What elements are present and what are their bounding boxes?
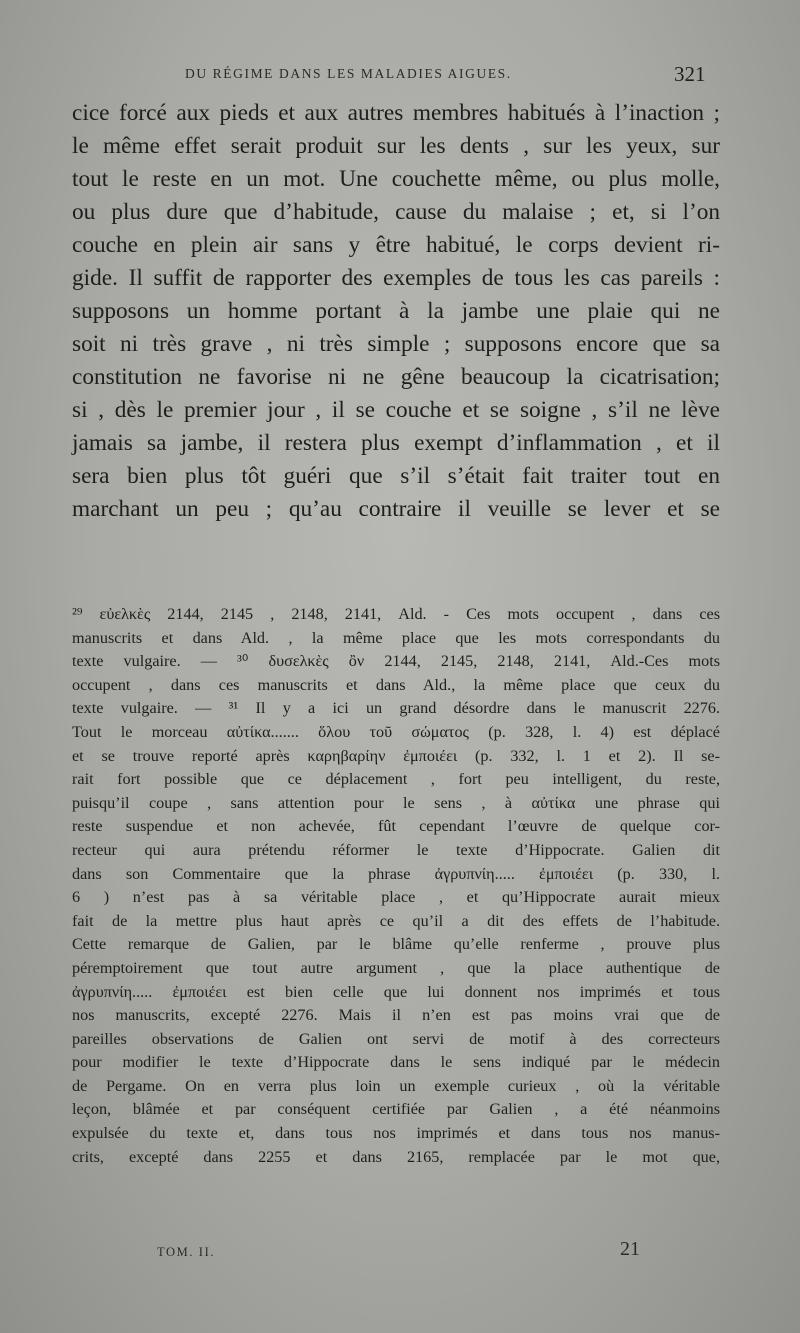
footnote-line: occupent , dans ces manuscrits et dans Ald., la même place que ceux du (72, 675, 720, 694)
footnote-line: reste suspendue et non achevée, fût cependant l’œuvre de quelque cor- (72, 817, 720, 836)
text-line: jamais sa jambe, il restera plus exempt d’inflammation , et il (72, 430, 720, 456)
footnote-line: de Pergame. On en verra plus loin un exemple curieux , où la véritable (72, 1076, 720, 1095)
text-line: soit ni très grave , ni très simple ; supposons encore que sa (72, 331, 720, 357)
footnote-line: ²⁹ εὐελκὲς 2144, 2145 , 2148, 2141, Ald. - Ces mots occupent , dans ces (72, 605, 720, 623)
text-line: supposons un homme portant à la jambe une plaie qui ne (72, 298, 720, 324)
footnote-line: Cette remarque de Galien, par le blâme qu’elle renferme , prouve plus (72, 935, 720, 954)
text-line: couche en plein air sans y être habitué, le corps devient ri- (72, 232, 720, 258)
footnote-line: manuscrits et dans Ald. , la même place que les mots correspondants du (72, 628, 720, 647)
footnote-line: texte vulgaire. — ³⁰ δυσελκὲς ὂν 2144, 2145, 2148, 2141, Ald.-Ces mots (72, 652, 720, 671)
footnotes-block (72, 603, 720, 1169)
text-line: cice forcé aux pieds et aux autres membres habitués à l’inaction ; (72, 100, 720, 126)
footnote-line: et se trouve reporté après καρηβαρίην ἐμποιέει (p. 332, l. 1 et 2). Il se- (72, 746, 720, 765)
text-line: constitution ne favorise ni ne gêne beaucoup la cicatrisation; (72, 364, 720, 390)
text-line: si , dès le premier jour , il se couche et se soigne , s’il ne lève (72, 397, 720, 423)
footnote-line: puisqu’il coupe , sans attention pour le sens , à αὐτίκα une phrase qui (72, 793, 720, 812)
footnote-line: dans son Commentaire que la phrase ἀγρυπνίη..... ἐμποιέει (p. 330, l. (72, 864, 720, 883)
footnote-line: Tout le morceau αὐτίκα....... ὅλου τοῦ σώματος (p. 328, l. 4) est déplacé (72, 722, 720, 741)
text-line: gide. Il suffit de rapporter des exemples de tous les cas pareils : (72, 265, 720, 291)
text-line: ou plus dure que d’habitude, cause du malaise ; et, si l’on (72, 199, 720, 225)
footnote-line: pareilles observations de Galien ont servi de motif à des correcteurs (72, 1029, 720, 1048)
text-line: sera bien plus tôt guéri que s’il s’était fait traiter tout en (72, 463, 720, 489)
footnote-line: nos manuscrits, excepté 2276. Mais il n’en est pas moins vrai que de (72, 1006, 720, 1025)
signature-mark: 21 (620, 1238, 640, 1260)
footnote-line: 6 ) n’est pas à sa véritable place , et qu’Hippocrate aurait mieux (72, 888, 720, 907)
footnote-line: pour modifier le texte d’Hippocrate dans le sens indiqué par le médecin (72, 1053, 720, 1072)
footnote-line: texte vulgaire. — ³¹ Il y a ici un grand désordre dans le manuscrit 2276. (72, 699, 720, 718)
footnote-line: péremptoirement que tout autre argument , que la place authentique de (72, 958, 720, 977)
text-line: le même effet serait produit sur les dents , sur les yeux, sur (72, 133, 720, 159)
main-text-block (72, 97, 720, 526)
footnote-line: recteur qui aura prétendu réformer le texte d’Hippocrate. Galien dit (72, 840, 720, 859)
footnote-line: fait de la mettre plus haut après ce qu’il a dit des effets de l’habitude. (72, 911, 720, 930)
text-line: marchant un peu ; qu’au contraire il veuille se lever et se (72, 496, 720, 522)
text-line: tout le reste en un mot. Une couchette même, ou plus molle, (72, 166, 720, 192)
volume-marker: TOM. II. (157, 1245, 216, 1259)
running-title: DU RÉGIME DANS LES MALADIES AIGUES. (185, 66, 512, 81)
footnote-line: ἀγρυπνίη..... ἐμποιέει est bien celle que lui donnent nos imprimés et tous (72, 982, 720, 1001)
footnote-line: rait fort possible que ce déplacement , fort peu intelligent, du reste, (72, 770, 720, 789)
footnote-line: crits, excepté dans 2255 et dans 2165, remplacée par le mot que, (72, 1147, 720, 1166)
footnote-line: leçon, blâmée et par conséquent certifiée par Galien , a été néanmoins (72, 1100, 720, 1119)
page-number: 321 (674, 62, 706, 86)
footnote-line: expulsée du texte et, dans tous nos imprimés et dans tous nos manus- (72, 1124, 720, 1143)
